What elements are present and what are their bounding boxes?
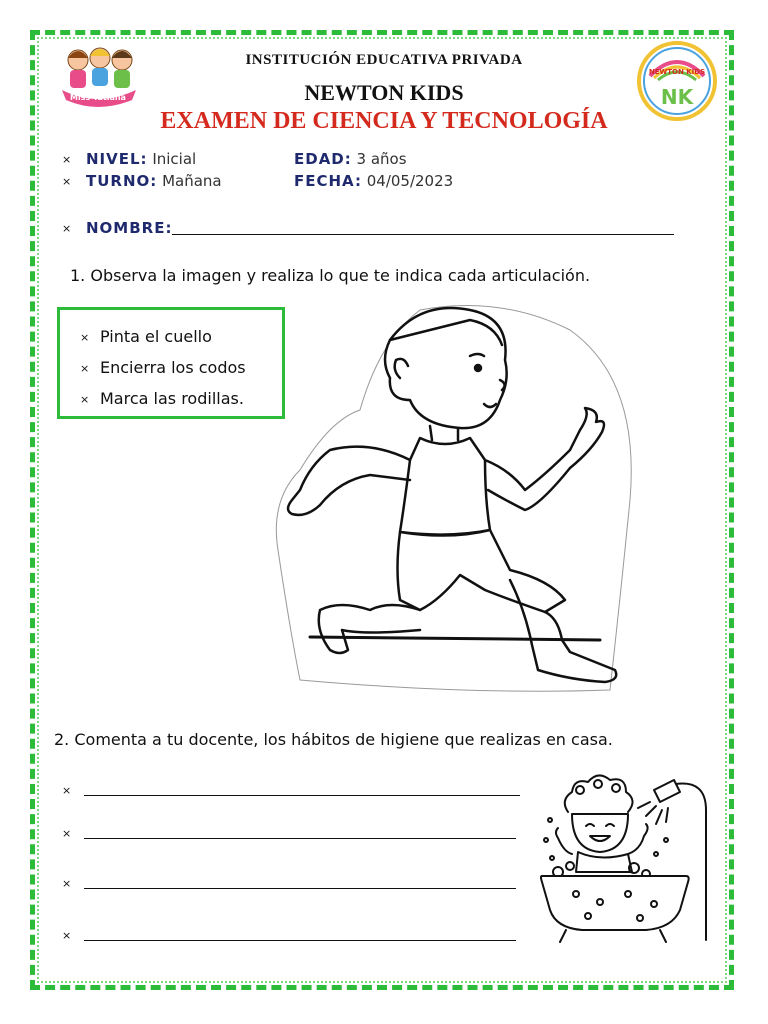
- answer-line-4[interactable]: [84, 940, 516, 941]
- bullet-icon: ×: [62, 222, 72, 235]
- bullet-icon: ×: [80, 362, 90, 375]
- task-item: Marca las rodillas.: [100, 389, 244, 408]
- nombre-field: [86, 219, 172, 237]
- logo-right-text: NEWTON KIDS: [648, 68, 706, 76]
- bullet-icon: ×: [80, 331, 90, 344]
- logo-right-initials: NK: [660, 85, 694, 109]
- bathtub-child-illustration: [536, 770, 726, 950]
- fecha-field: [294, 172, 453, 190]
- institution-title: INSTITUCIÓN EDUCATIVA PRIVADA: [245, 52, 523, 68]
- nivel-field: [86, 150, 196, 168]
- bullet-icon: ×: [62, 827, 72, 840]
- bullet-icon: ×: [62, 784, 72, 797]
- bullet-icon: ×: [62, 877, 72, 890]
- fecha-label: FECHA:: [294, 172, 362, 190]
- school-title: NEWTON KIDS: [304, 80, 464, 105]
- question-2-text: 2. Comenta a tu docente, los hábitos de higiene que realizas en casa.: [54, 730, 613, 749]
- fecha-value: 04/05/2023: [366, 172, 454, 190]
- edad-field: [294, 150, 407, 168]
- task-item: Pinta el cuello: [100, 327, 212, 346]
- nivel-label: NIVEL:: [86, 150, 148, 168]
- bullet-icon: ×: [80, 393, 90, 406]
- answer-line-1[interactable]: [84, 795, 520, 796]
- turno-field: [86, 172, 222, 190]
- bullet-icon: ×: [62, 153, 72, 166]
- turno-value: Mañana: [162, 172, 222, 190]
- edad-value: 3 años: [356, 150, 407, 168]
- exam-title: EXAMEN DE CIENCIA Y TECNOLOGÍA: [160, 108, 608, 134]
- answer-line-2[interactable]: [84, 838, 516, 839]
- nivel-value: Inicial: [152, 150, 197, 168]
- nombre-label: NOMBRE:: [86, 219, 173, 237]
- logo-left-text: Miss Tatiana: [70, 93, 126, 102]
- running-boy-illustration[interactable]: [270, 300, 650, 700]
- bullet-icon: ×: [62, 175, 72, 188]
- question-1-text: 1. Observa la imagen y realiza lo que te indica cada articulación.: [70, 266, 591, 285]
- answer-line-3[interactable]: [84, 888, 516, 889]
- task-item: Encierra los codos: [100, 358, 246, 377]
- bullet-icon: ×: [62, 929, 72, 942]
- nombre-input-line[interactable]: [172, 234, 674, 235]
- turno-label: TURNO:: [86, 172, 158, 190]
- edad-label: EDAD:: [294, 150, 352, 168]
